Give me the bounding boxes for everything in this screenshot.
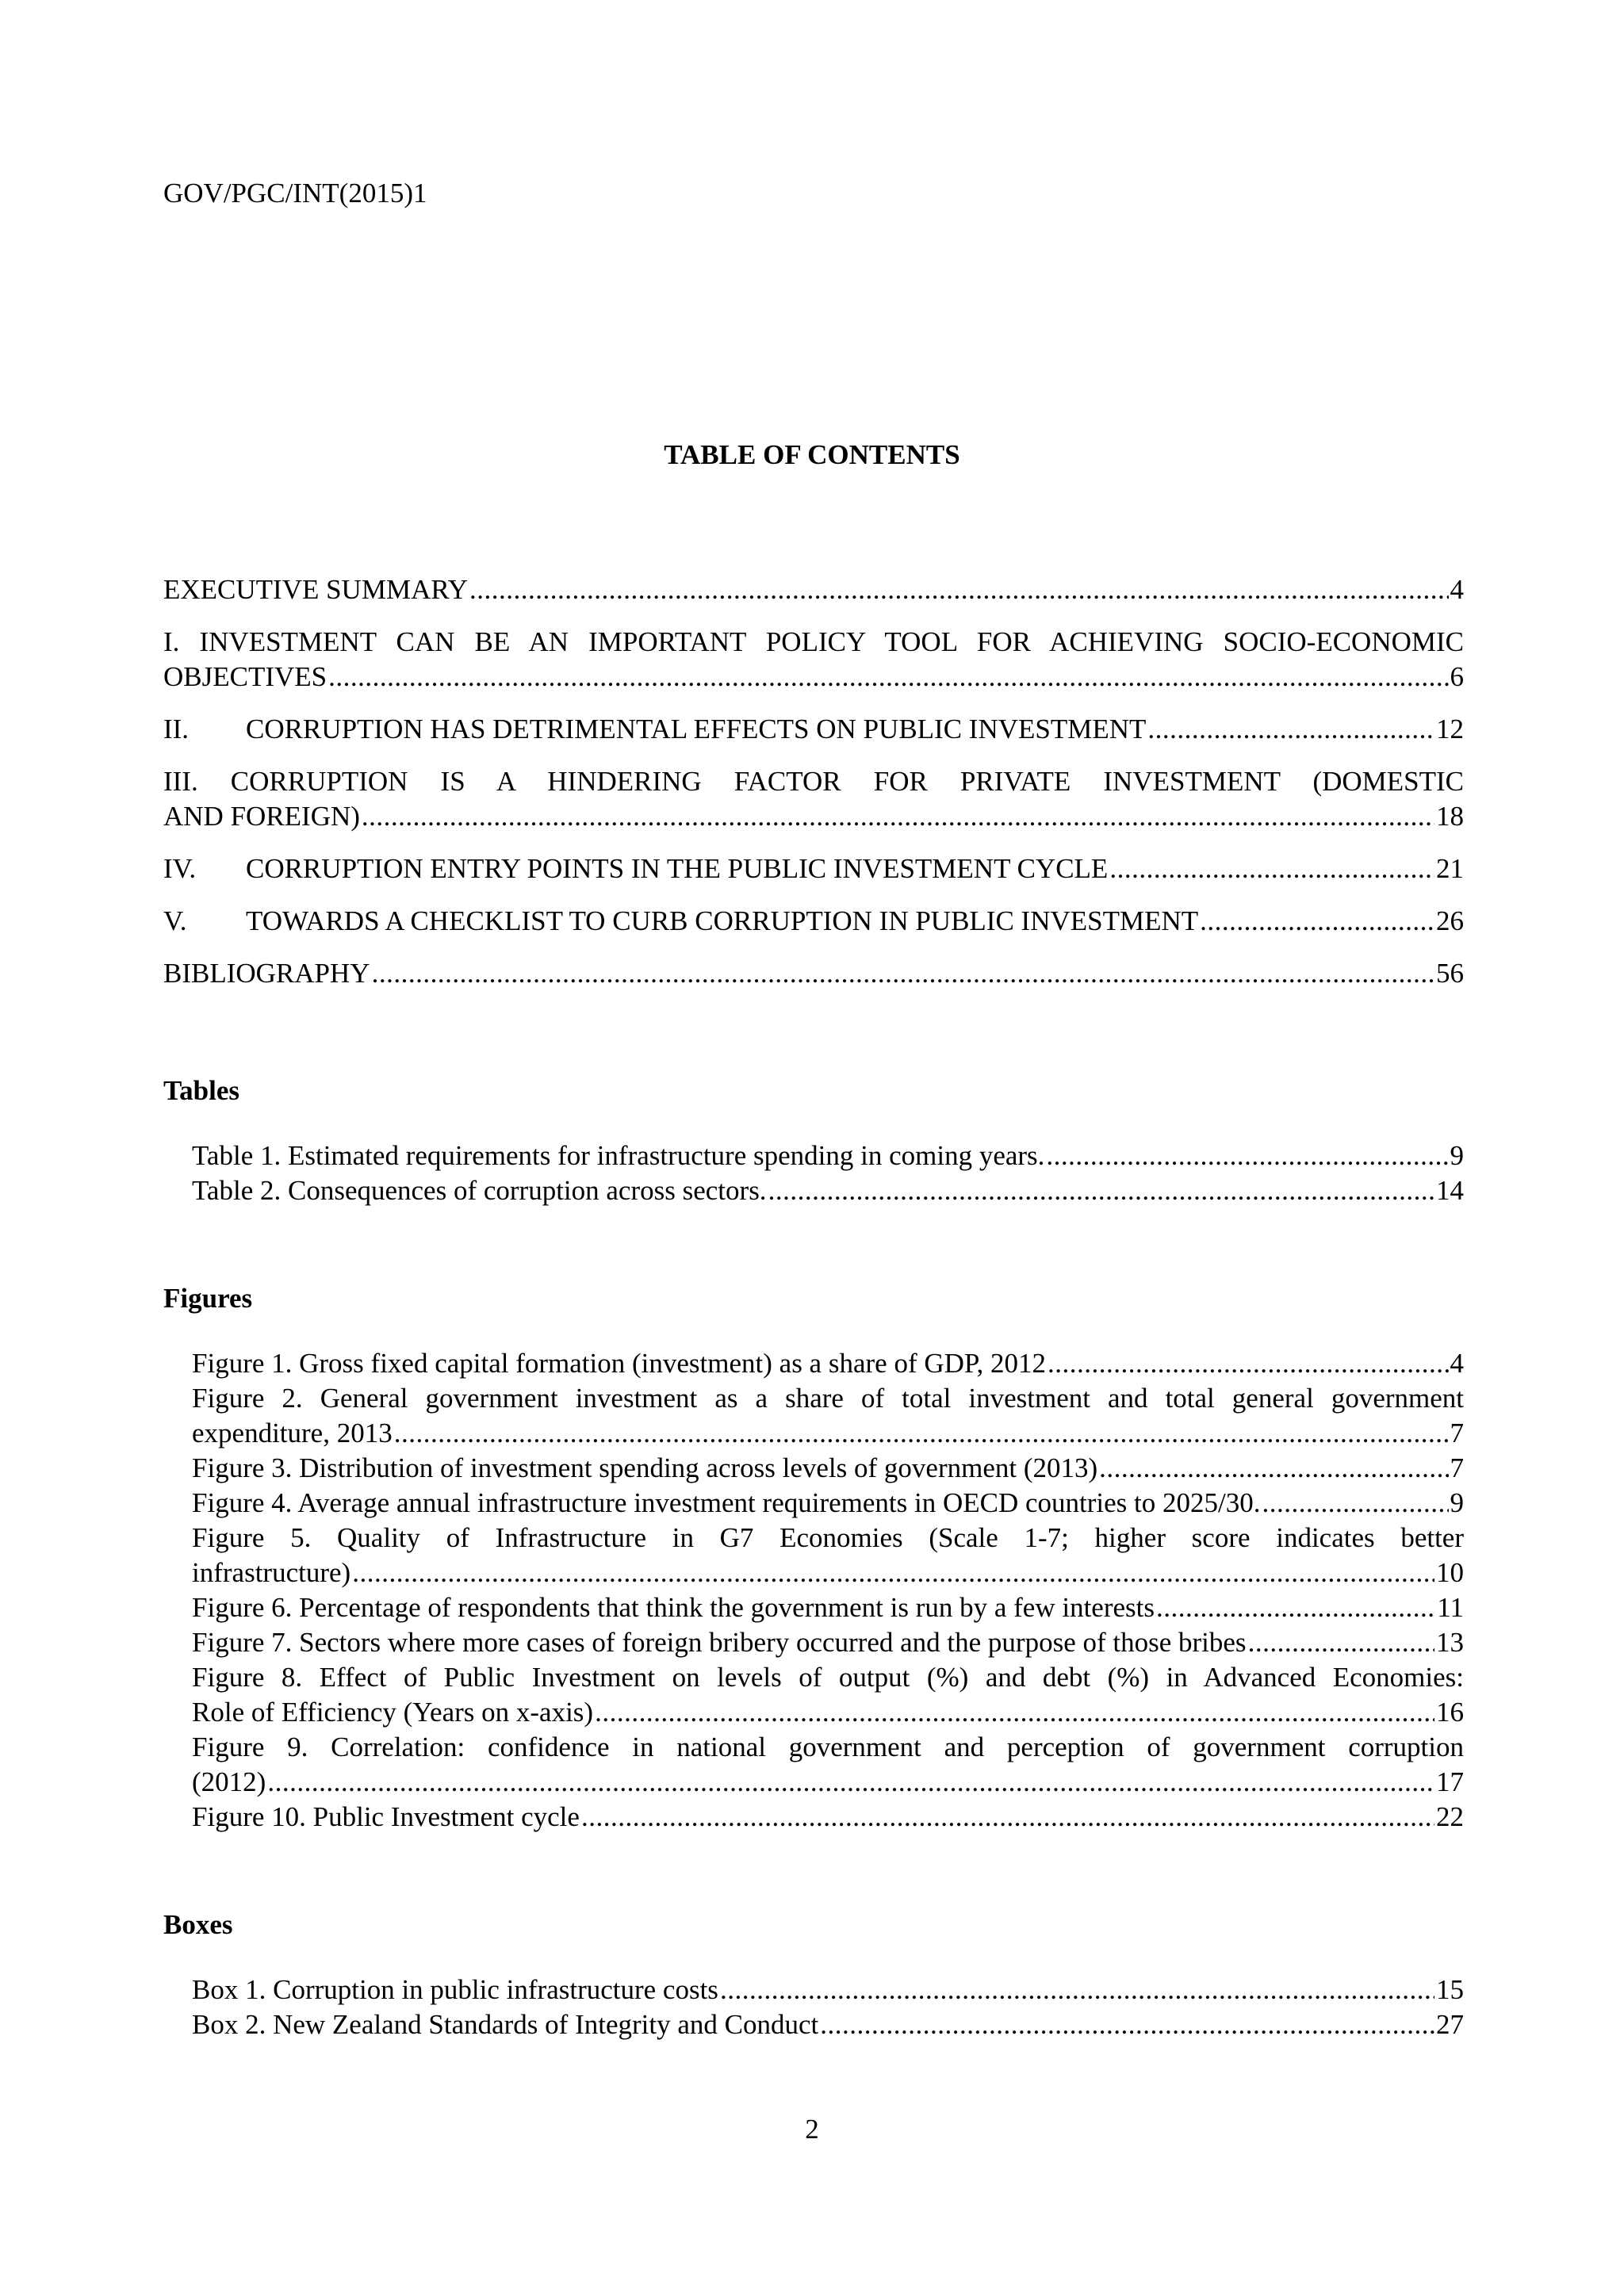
toc-page-number: 11 xyxy=(1437,1592,1464,1623)
toc-entry-figure-4[interactable] xyxy=(192,1486,1464,1521)
toc-page-number: 10 xyxy=(1436,1557,1464,1588)
figures-heading: Figures xyxy=(163,1283,253,1314)
page-title: TABLE OF CONTENTS xyxy=(664,439,960,470)
toc-entry-box-1[interactable] xyxy=(192,1973,1464,2007)
toc-entry-label-line1: Figure 5. Quality of Infrastructure in G7 Economies (Scale 1-7; higher score indicates better xyxy=(192,1522,1464,1553)
toc-entry-box-2[interactable] xyxy=(192,2007,1464,2042)
toc-entry-label: Box 2. New Zealand Standards of Integrity and Conduct xyxy=(192,2009,819,2040)
toc-entry-label: Table 2. Consequences of corruption across sectors. xyxy=(192,1175,767,1206)
toc-entry-label-line1: Figure 9. Correlation: confidence in national government and perception of government corruption xyxy=(192,1732,1464,1762)
toc-page-number: 7 xyxy=(1450,1418,1464,1448)
toc-page-number: 14 xyxy=(1436,1175,1464,1206)
toc-page-number: 27 xyxy=(1436,2009,1464,2040)
toc-page-number: 15 xyxy=(1436,1974,1464,2005)
toc-entry-label: CORRUPTION ENTRY POINTS IN THE PUBLIC INVESTMENT CYCLE xyxy=(246,853,1109,884)
toc-entry-label-line1: III. CORRUPTION IS A HINDERING FACTOR FOR PRIVATE INVESTMENT (DOMESTIC xyxy=(163,766,1464,797)
toc-entry-executive-summary[interactable] xyxy=(163,572,1464,607)
toc-entry-figure-5[interactable] xyxy=(192,1521,1464,1590)
toc-entry-figure-2[interactable] xyxy=(192,1381,1464,1451)
toc-entry-figure-8[interactable] xyxy=(192,1660,1464,1730)
toc-entry-number: IV. xyxy=(163,853,197,884)
toc-entry-label: BIBLIOGRAPHY xyxy=(163,958,370,989)
toc-entry-number: II. xyxy=(163,714,190,744)
toc-page-number: 17 xyxy=(1436,1766,1464,1797)
toc-entry-label: CORRUPTION HAS DETRIMENTAL EFFECTS ON PUBLIC INVESTMENT xyxy=(246,714,1147,744)
toc-page-number: 18 xyxy=(1436,801,1464,832)
toc-entry-figure-1[interactable] xyxy=(192,1346,1464,1381)
toc-entry-label: Figure 6. Percentage of respondents that think the government is run by a few interests xyxy=(192,1592,1155,1623)
toc-page-number: 7 xyxy=(1450,1452,1464,1483)
toc-entry-label-line1: Figure 2. General government investment as a share of total investment and total general government xyxy=(192,1383,1464,1414)
document-id: GOV/PGC/INT(2015)1 xyxy=(163,178,427,209)
toc-entry-label: AND FOREIGN) xyxy=(163,801,360,832)
toc-page-number: 9 xyxy=(1450,1487,1464,1518)
toc-entry-section-3[interactable] xyxy=(163,764,1464,834)
toc-page-number: 21 xyxy=(1436,853,1464,884)
toc-entry-label: TOWARDS A CHECKLIST TO CURB CORRUPTION IN PUBLIC INVESTMENT xyxy=(246,905,1199,936)
toc-entry-section-5[interactable] xyxy=(163,904,1464,939)
toc-entry-label: OBJECTIVES xyxy=(163,661,327,692)
toc-entry-label: Figure 1. Gross fixed capital formation (investment) as a share of GDP, 2012 xyxy=(192,1348,1046,1379)
toc-page-number: 22 xyxy=(1436,1801,1464,1832)
toc-entry-figure-3[interactable] xyxy=(192,1451,1464,1486)
toc-page-number: 26 xyxy=(1436,905,1464,936)
toc-page-number: 6 xyxy=(1450,661,1464,692)
toc-entry-bibliography[interactable] xyxy=(163,956,1464,991)
toc-entry-label: infrastructure) xyxy=(192,1557,351,1588)
toc-entry-figure-9[interactable] xyxy=(192,1730,1464,1800)
toc-entry-figure-7[interactable] xyxy=(192,1625,1464,1660)
toc-entry-label-line1: I. INVESTMENT CAN BE AN IMPORTANT POLICY TOOL FOR ACHIEVING SOCIO-ECONOMIC xyxy=(163,626,1464,657)
page-number: 2 xyxy=(805,2114,819,2145)
toc-page-number: 4 xyxy=(1450,1348,1464,1379)
tables-heading: Tables xyxy=(163,1075,239,1106)
toc-page-number: 9 xyxy=(1450,1140,1464,1171)
toc-entry-table-1[interactable] xyxy=(192,1138,1464,1173)
toc-page-number: 4 xyxy=(1450,574,1464,605)
toc-page-number: 56 xyxy=(1436,958,1464,989)
toc-entry-section-2[interactable] xyxy=(163,712,1464,747)
toc-entry-figure-6[interactable] xyxy=(192,1590,1464,1625)
toc-entry-label: EXECUTIVE SUMMARY xyxy=(163,574,469,605)
toc-entry-label: Figure 4. Average annual infrastructure investment requirements in OECD countries to 2025/30. xyxy=(192,1487,1261,1518)
toc-entry-section-1[interactable] xyxy=(163,625,1464,695)
toc-entry-label: (2012) xyxy=(192,1766,266,1797)
toc-entry-table-2[interactable] xyxy=(192,1173,1464,1208)
toc-page-number: 16 xyxy=(1436,1697,1464,1728)
toc-entry-section-4[interactable] xyxy=(163,851,1464,886)
toc-entry-figure-10[interactable] xyxy=(192,1800,1464,1835)
toc-entry-number: V. xyxy=(163,905,187,936)
toc-entry-label: Role of Efficiency (Years on x-axis) xyxy=(192,1697,594,1728)
toc-entry-label: Box 1. Corruption in public infrastructure costs xyxy=(192,1974,718,2005)
toc-entry-label: Figure 3. Distribution of investment spending across levels of government (2013) xyxy=(192,1452,1098,1483)
toc-entry-label: Figure 7. Sectors where more cases of foreign bribery occurred and the purpose of those bribes xyxy=(192,1627,1247,1658)
toc-entry-label: expenditure, 2013 xyxy=(192,1418,393,1448)
toc-page-number: 12 xyxy=(1436,714,1464,744)
toc-entry-label-line1: Figure 8. Effect of Public Investment on levels of output (%) and debt (%) in Advanced Economies: xyxy=(192,1662,1464,1693)
toc-entry-label: Table 1. Estimated requirements for infrastructure spending in coming years. xyxy=(192,1140,1045,1171)
toc-entry-label: Figure 10. Public Investment cycle xyxy=(192,1801,580,1832)
toc-page-number: 13 xyxy=(1436,1627,1464,1658)
boxes-heading: Boxes xyxy=(163,1909,233,1940)
